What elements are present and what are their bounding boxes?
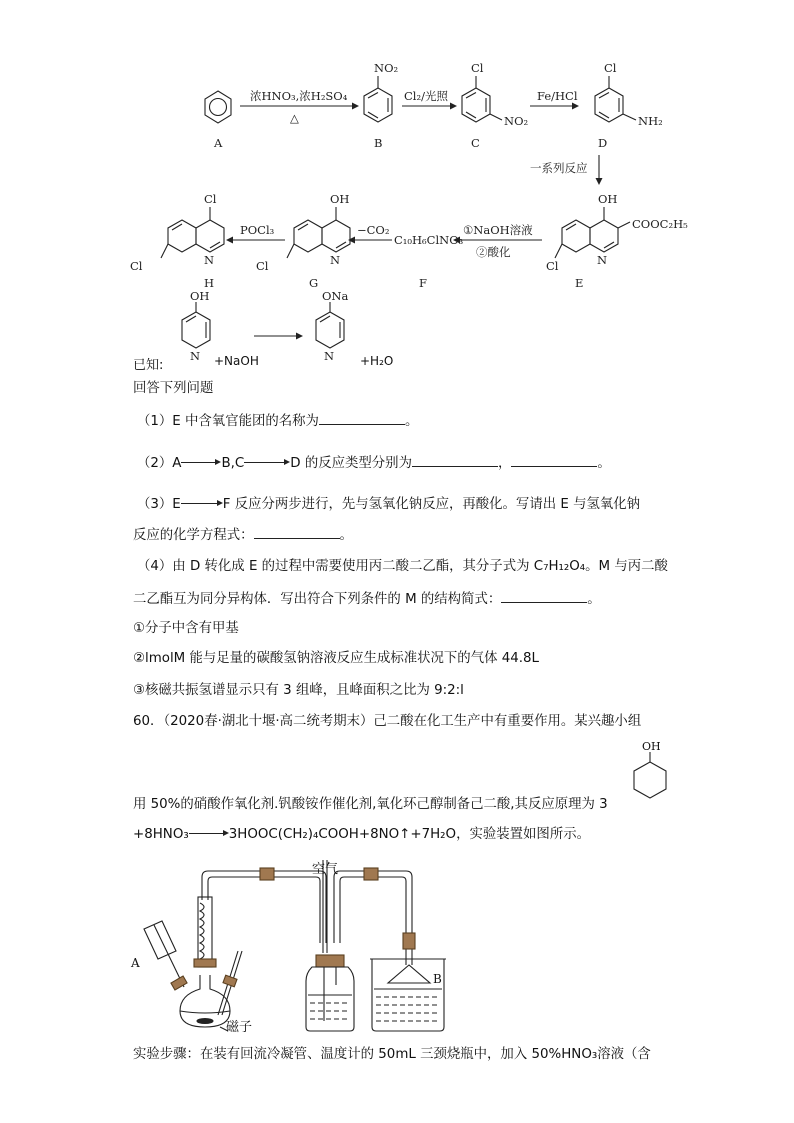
question-4-line2: 二乙酯互为同分异构体．写出符合下列条件的 M 的结构简式： 。 xyxy=(133,592,601,607)
answer-blank-4[interactable] xyxy=(501,590,587,603)
reaction-arrow-icon xyxy=(244,458,290,468)
arrow4-condition: 一系列反应 xyxy=(530,161,588,175)
svg-text:COOC₂H₅: COOC₂H₅ xyxy=(632,217,688,231)
hydroxypyridine-structure xyxy=(182,302,210,348)
svg-text:OH: OH xyxy=(190,289,210,303)
structure-G xyxy=(287,207,350,258)
condition-2: ②lmolM 能与足量的碳酸氢钠溶液反应生成标准状况下的气体 44.8L xyxy=(133,651,540,666)
svg-text:N: N xyxy=(330,253,341,267)
svg-text:NO₂: NO₂ xyxy=(374,61,399,75)
known-plus-h2o: +H₂O xyxy=(360,354,394,368)
arrow5-condition: ②酸化 xyxy=(476,245,511,259)
structure-C xyxy=(462,76,502,122)
label-F: F xyxy=(419,276,427,290)
arrow1-condition: △ xyxy=(290,111,299,125)
svg-text:Cl: Cl xyxy=(256,259,269,273)
question-60-line2: 用 50%的硝酸作氧化剂.钒酸铵作催化剂,氧化环己醇制备己二酸,其反应原理为 3 xyxy=(133,797,608,812)
svg-text:N: N xyxy=(597,253,608,267)
experiment-steps: 实验步骤：在装有回流冷凝管、温度计的 50mL 三颈烧瓶中，加入 50%HNO₃溶液（含 xyxy=(133,1047,651,1062)
svg-text:OH: OH xyxy=(598,192,618,206)
question-2: （2）A B,C D 的反应类型分别为 ， 。 xyxy=(137,456,611,471)
label-G: G xyxy=(309,276,319,290)
arrow7-reagent: POCl₃ xyxy=(240,223,275,237)
answer-intro: 回答下列问题 xyxy=(133,381,214,396)
apparatus-label-A: A xyxy=(131,956,140,970)
arrow1-reagent: 浓HNO₃,浓H₂SO₄ xyxy=(250,89,348,103)
answer-blank-2b[interactable] xyxy=(511,454,597,467)
question-1: （1）E 中含氧官能团的名称为 。 xyxy=(137,414,419,429)
condition-1: ①分子中含有甲基 xyxy=(133,621,239,636)
svg-text:Cl: Cl xyxy=(471,61,484,75)
svg-text:OH: OH xyxy=(330,192,350,206)
answer-blank-2a[interactable] xyxy=(412,454,498,467)
svg-text:ONa: ONa xyxy=(322,289,349,303)
structure-H xyxy=(161,207,224,258)
svg-text:N: N xyxy=(324,349,335,363)
known-plus-naoh: +NaOH xyxy=(214,354,259,368)
label-A: A xyxy=(214,136,223,150)
F-formula: C₁₀H₆ClNO₃ xyxy=(394,233,464,247)
arrow3-reagent: Fe/HCl xyxy=(537,89,578,103)
structure-E xyxy=(555,207,630,258)
question-60-line3: +8HNO₃ 3HOOC(CH₂)₄COOH+8NO↑+7H₂O，实验装置如图所示。 xyxy=(133,827,590,842)
sodium-pyridinolate-structure xyxy=(316,302,344,348)
arrow6-reagent: −CO₂ xyxy=(357,223,390,237)
structure-D xyxy=(595,76,636,122)
apparatus-label-B: B xyxy=(433,972,442,986)
label-H: H xyxy=(204,276,215,290)
experiment-apparatus-figure xyxy=(120,855,480,1040)
stirbar-label: 磁子 xyxy=(226,1020,253,1035)
question-4-line1: （4）由 D 转化成 E 的过程中需要使用丙二酸二乙酯，其分子式为 C₇H₁₂O₄。M 与丙二酸 xyxy=(137,559,668,574)
answer-blank-1[interactable] xyxy=(319,412,405,425)
svg-text:NH₂: NH₂ xyxy=(638,114,663,128)
reaction-arrow-icon xyxy=(181,458,221,468)
reaction-scheme xyxy=(0,0,794,380)
svg-text:N: N xyxy=(204,253,215,267)
answer-blank-3[interactable] xyxy=(254,526,340,539)
arrow2-reagent: Cl₂/光照 xyxy=(404,89,448,103)
label-D: D xyxy=(598,136,608,150)
label-B: B xyxy=(374,136,383,150)
air-label: 空气 xyxy=(312,862,339,877)
question-3-line2: 反应的化学方程式： 。 xyxy=(133,528,353,543)
arrow5-reagent: ①NaOH溶液 xyxy=(463,223,533,237)
question-60-line1: 60．（2020春·湖北十堰·高二统考期末）己二酸在化工生产中有重要作用。某兴趣小组 xyxy=(133,714,642,729)
known-prefix: 已知: xyxy=(133,358,164,373)
reaction-arrow-icon xyxy=(181,499,223,509)
nitrobenzene-structure-B xyxy=(364,76,392,122)
benzene-structure-A xyxy=(205,91,231,123)
svg-text:Cl: Cl xyxy=(204,192,217,206)
label-C: C xyxy=(471,136,480,150)
svg-text:N: N xyxy=(190,349,201,363)
svg-text:Cl: Cl xyxy=(130,259,143,273)
svg-text:Cl: Cl xyxy=(546,259,559,273)
condition-3: ③核磁共振氢谱显示只有 3 组峰，且峰面积之比为 9:2:l xyxy=(133,683,464,698)
svg-text:NO₂: NO₂ xyxy=(504,114,529,128)
label-E: E xyxy=(575,276,584,290)
question-3: （3）E F 反应分两步进行，先与氢氧化钠反应，再酸化。写请出 E 与氢氧化钠 xyxy=(137,497,641,512)
svg-text:Cl: Cl xyxy=(604,61,617,75)
reaction-arrow-icon xyxy=(189,829,229,839)
